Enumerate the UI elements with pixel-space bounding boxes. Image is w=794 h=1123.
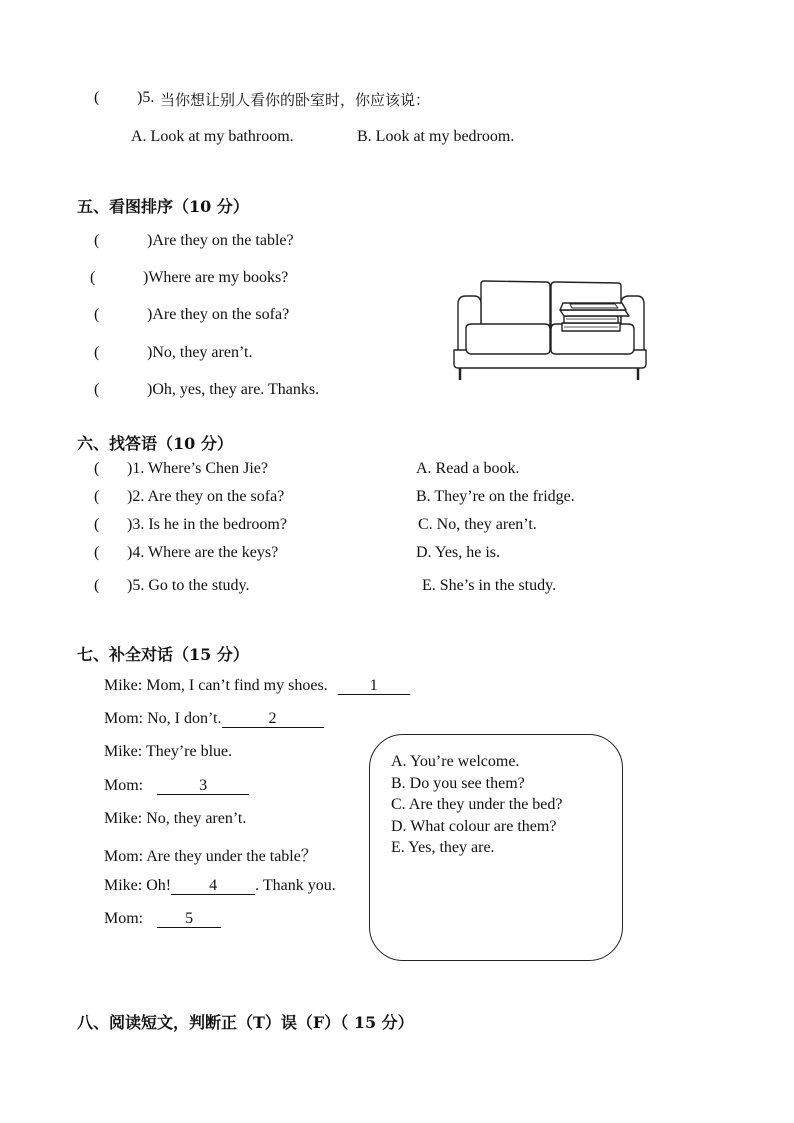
section5-item-3-paren: ( bbox=[94, 306, 100, 323]
section6-q5-paren: ( bbox=[94, 577, 100, 594]
sofa-with-books-illustration bbox=[450, 278, 650, 382]
dialogue-speaker: Mike: bbox=[104, 677, 143, 694]
q4-item5-option-a: A. Look at my bathroom. bbox=[131, 128, 294, 145]
option-d: D. What colour are them? bbox=[391, 818, 557, 835]
section6-q1-paren: ( bbox=[94, 460, 100, 477]
dialogue-line-6 bbox=[104, 843, 317, 866]
section6-q1-text: )1. Where’s Chen Jie? bbox=[127, 460, 268, 477]
section5-item-1-paren: ( bbox=[94, 232, 100, 249]
dialogue-text: Mom, I can’t find my shoes. bbox=[146, 677, 328, 694]
section5-item-5-paren: ( bbox=[94, 381, 100, 398]
option-a: A. You’re welcome. bbox=[391, 753, 520, 770]
section5-item-1-text: )Are they on the table? bbox=[147, 232, 294, 249]
dialogue-blank-4: 4 bbox=[171, 878, 255, 895]
section6-answer-e: E. She’s in the study. bbox=[422, 577, 557, 594]
q4-item5-number: )5. bbox=[137, 89, 155, 106]
dialogue-text: No, they aren’t. bbox=[146, 810, 247, 827]
section6-answer-a: A. Read a book. bbox=[416, 460, 520, 477]
dialogue-blank-5: 5 bbox=[157, 911, 221, 928]
q4-item5-option-b: B. Look at my bedroom. bbox=[357, 128, 515, 145]
section5-item-3-text: )Are they on the sofa? bbox=[147, 306, 290, 323]
dialogue-line-8 bbox=[104, 910, 221, 928]
q4-item5-open-paren: ( bbox=[94, 89, 100, 106]
section6-q5-text: )5. Go to the study. bbox=[127, 577, 250, 594]
dialogue-line-5 bbox=[104, 810, 246, 828]
section6-answer-c: C. No, they aren’t. bbox=[418, 516, 537, 533]
option-b: B. Do you see them? bbox=[391, 775, 525, 792]
dialogue-speaker: Mom: bbox=[104, 777, 144, 794]
section5-item-4-paren: ( bbox=[94, 344, 100, 361]
dialogue-speaker: Mike: bbox=[104, 810, 143, 827]
dialogue-blank-3: 3 bbox=[157, 778, 249, 795]
section6-q4-paren: ( bbox=[94, 544, 100, 561]
dialogue-speaker: Mom: bbox=[104, 910, 144, 927]
option-e: E. Yes, they are. bbox=[391, 839, 495, 856]
dialogue-blank-2: 2 bbox=[222, 711, 324, 728]
dialogue-text: Are they under the table？ bbox=[146, 848, 317, 865]
dialogue-speaker: Mike: bbox=[104, 743, 143, 760]
dialogue-line-3 bbox=[104, 743, 232, 761]
section5-item-2-paren: ( bbox=[90, 269, 96, 286]
dialogue-text: No, I don’t. bbox=[147, 710, 222, 727]
section6-q3-text: )3. Is he in the bedroom? bbox=[127, 516, 287, 533]
dialogue-text: Oh! bbox=[146, 877, 172, 894]
dialogue-line-2 bbox=[104, 710, 324, 728]
section5-title: 五、看图排序（10 分） bbox=[77, 197, 249, 216]
dialogue-speaker: Mom: bbox=[104, 710, 144, 727]
section5-item-5-text: )Oh, yes, they are. Thanks. bbox=[147, 381, 320, 398]
dialogue-text-after: . Thank you. bbox=[255, 877, 336, 894]
section7-options-box bbox=[369, 734, 623, 961]
dialogue-blank-1: 1 bbox=[338, 678, 410, 695]
section6-answer-d: D. Yes, he is. bbox=[416, 544, 501, 561]
section6-answer-b: B. They’re on the fridge. bbox=[416, 488, 575, 505]
dialogue-line-4 bbox=[104, 777, 249, 795]
dialogue-line-1 bbox=[104, 677, 410, 695]
dialogue-speaker: Mom: bbox=[104, 848, 144, 865]
dialogue-text: They’re blue. bbox=[145, 743, 233, 760]
section5-item-4-text: )No, they aren’t. bbox=[147, 344, 253, 361]
section5-item-2-text: )Where are my books? bbox=[143, 269, 289, 286]
section8-title: 八、阅读短文，判断正（T）误（F）（ 15 分） bbox=[77, 1013, 414, 1032]
section6-title: 六、找答语（10 分） bbox=[77, 434, 233, 453]
section6-q4-text: )4. Where are the keys? bbox=[127, 544, 279, 561]
q4-item5-prompt: 当你想让别人看你的卧室时，你应该说： bbox=[160, 91, 431, 109]
section7-title: 七、补全对话（15 分） bbox=[77, 645, 249, 664]
section6-q3-paren: ( bbox=[94, 516, 100, 533]
section6-q2-paren: ( bbox=[94, 488, 100, 505]
section6-q2-text: )2. Are they on the sofa? bbox=[127, 488, 285, 505]
dialogue-speaker: Mike: bbox=[104, 877, 143, 894]
dialogue-line-7 bbox=[104, 877, 336, 895]
option-c: C. Are they under the bed? bbox=[391, 796, 563, 813]
